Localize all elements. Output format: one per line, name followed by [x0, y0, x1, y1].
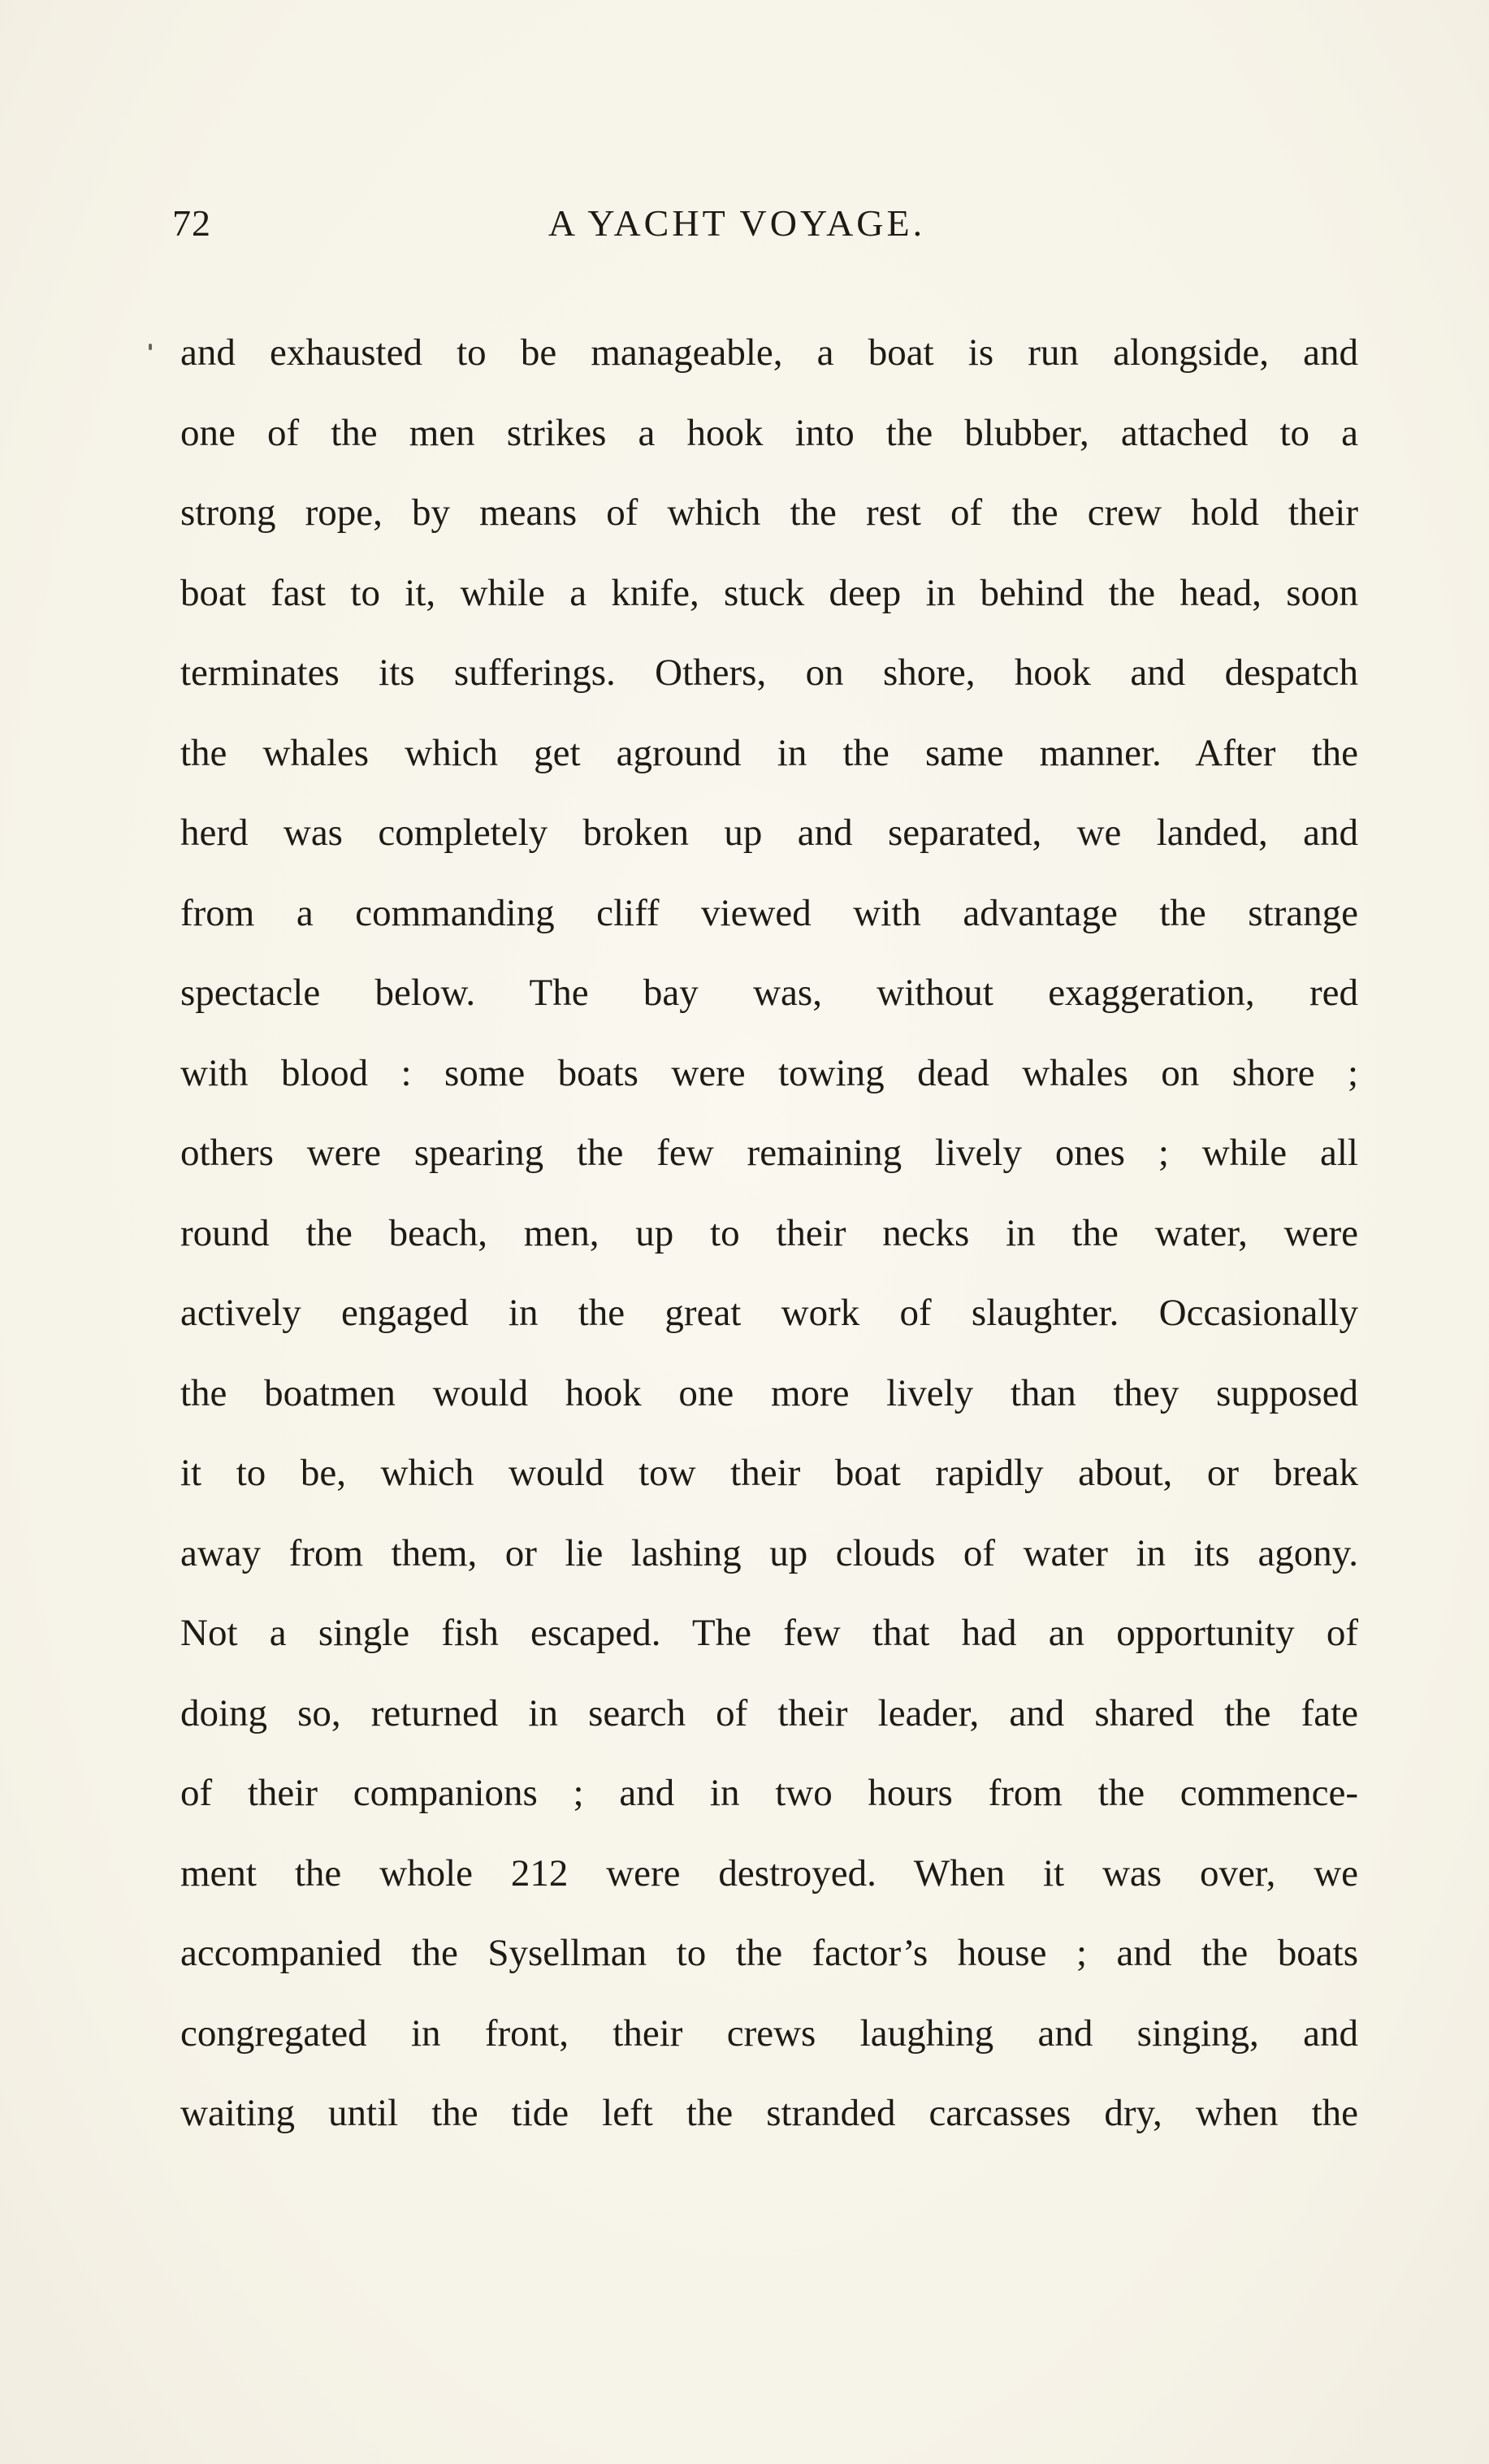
text-line: waiting until the tide left the stranded carcasses dry, when the: [180, 2092, 1358, 2134]
text-line: ment the whole 212 were destroyed. When it was over, we: [180, 1851, 1358, 1895]
text-line: and exhausted to be manageable, a boat is run alongside, and: [180, 331, 1358, 374]
running-head: [172, 201, 1358, 250]
text-line: doing so, returned in search of their leader, and shared the fate: [180, 1691, 1358, 1734]
text-line: spectacle below. The bay was, without exaggeration, red: [180, 972, 1358, 1014]
text-line: from a commanding cliff viewed with advantage the strange: [180, 891, 1358, 934]
text-line: actively engaged in the great work of slaughter. Occasionally: [180, 1292, 1358, 1334]
text-line: Not a single fish escaped. The few that had an opportunity of: [180, 1612, 1358, 1654]
running-title: A YACHT VOYAGE.: [548, 202, 926, 244]
text-line: terminates its sufferings. Others, on shore, hook and despatch: [180, 652, 1358, 694]
print-speck: [149, 344, 152, 350]
text-line: congregated in front, their crews laughing and singing, and: [180, 2011, 1358, 2055]
text-line: the boatmen would hook one more lively than they supposed: [180, 1371, 1358, 1414]
text-line: others were spearing the few remaining lively ones ; while all: [180, 1132, 1358, 1174]
text-line: of their companions ; and in two hours from the commence-: [180, 1772, 1358, 1814]
page-number: 72: [172, 202, 211, 244]
text-line: the whales which get aground in the same manner. After the: [180, 731, 1358, 774]
text-line: herd was completely broken up and separated, we landed, and: [180, 812, 1358, 854]
text-line: accompanied the Sysellman to the factor’s house ; and the boats: [180, 1932, 1358, 1974]
text-line: it to be, which would tow their boat rapidly about, or break: [180, 1452, 1358, 1494]
text-line: away from them, or lie lashing up clouds of water in its agony.: [180, 1531, 1358, 1574]
text-line: with blood : some boats were towing dead whales on shore ;: [180, 1051, 1358, 1094]
text-line: boat fast to it, while a knife, stuck deep in behind the head, soon: [180, 571, 1358, 614]
body-text: [180, 313, 1358, 2154]
text-line: one of the men strikes a hook into the blubber, attached to a: [180, 411, 1358, 454]
text-line: strong rope, by means of which the rest of the crew hold their: [180, 492, 1358, 534]
text-line: round the beach, men, up to their necks in the water, were: [180, 1211, 1358, 1254]
